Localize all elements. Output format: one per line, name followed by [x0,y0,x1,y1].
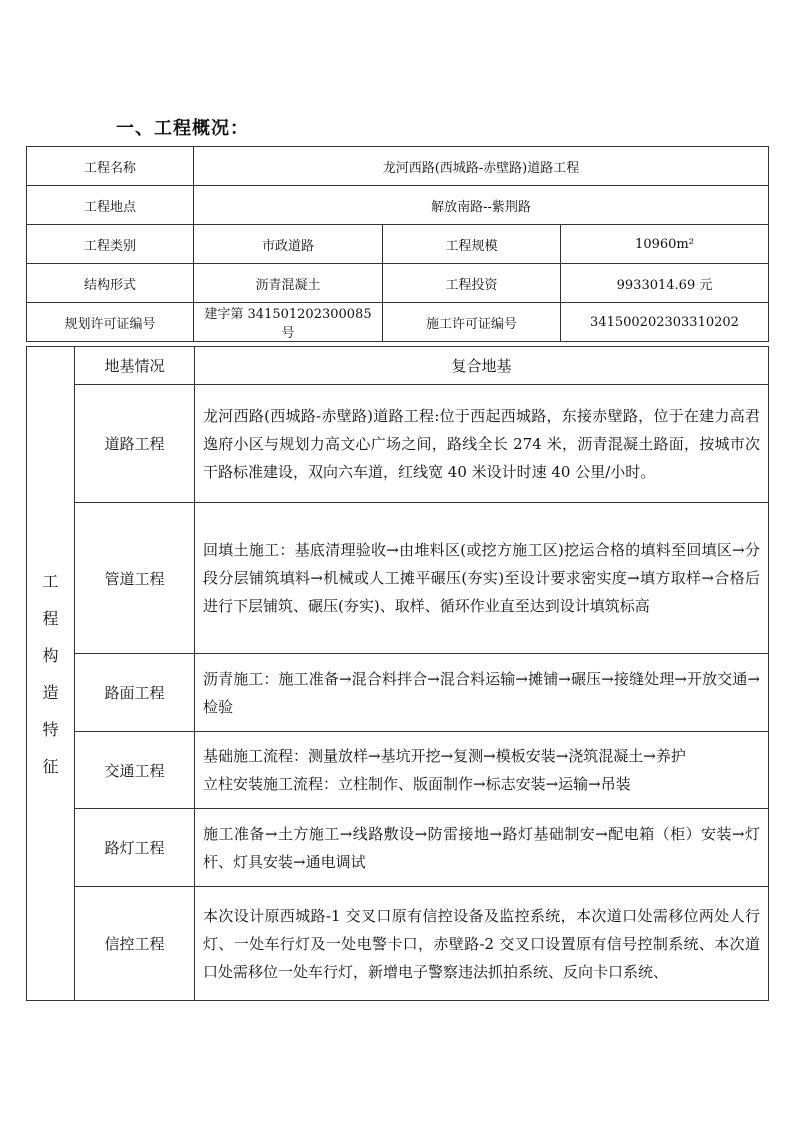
row-signal-works [27,887,769,1001]
row-lighting-works [27,809,769,887]
construction-permit-value: 341500202303310202 [561,303,769,342]
group-char: 工 [42,571,59,591]
foundation-value: 复合地基 [195,347,769,385]
traffic-column-process: 立柱安装施工流程：立柱制作、版面制作→标志安装→运输→吊装 [203,775,631,793]
traffic-works-text [195,732,769,809]
planning-permit-label: 规划许可证编号 [27,303,194,342]
investment-value: 9933014.69 元 [561,264,769,303]
project-category-value: 市政道路 [194,225,383,264]
row-permits [27,303,769,342]
group-char: 程 [42,608,59,628]
project-scale-value: 10960m² [561,225,769,264]
signal-works-text: 本次设计原西城路-1 交叉口原有信控设备及监控系统，本次道口处需移位两处人行灯、一处车行灯及一处电警卡口，赤壁路-2 交叉口设置原有信号控制系统、本次道口处需移位一处车行灯，新增电子警察违法抓拍系统、反向卡口系统、 [195,887,769,1001]
planning-permit-value: 建字第 341501202300085 号 [194,303,383,342]
construction-features-table [26,346,769,1001]
row-project-name [27,147,769,186]
traffic-works-label: 交通工程 [75,732,195,809]
group-char: 征 [42,756,59,776]
investment-label: 工程投资 [383,264,561,303]
pipeline-works-text: 回填土施工：基底清理验收→由堆料区(或挖方施工区)挖运合格的填料至回填区→分段分层铺筑填料→机械或人工摊平碾压(夯实)至设计要求密实度→填方取样→合格后进行下层铺筑、碾压(夯实)、取样、循环作业直至达到设计填筑标高 [195,503,769,654]
project-name-label: 工程名称 [27,147,194,186]
row-project-site [27,186,769,225]
road-works-text: 龙河西路(西城路-赤壁路)道路工程:位于西起西城路，东接赤壁路，位于在建力高君逸府小区与规划力高文心广场之间，路线全长 274 米，沥青混凝土路面，按城市次干路标准建设，双向六车道，红线宽 40 米设计时速 40 公里/小时。 [195,385,769,503]
group-char: 造 [42,682,59,702]
traffic-foundation-process: 基础施工流程：测量放样→基坑开挖→复测→模板安装→浇筑混凝土→养护 [203,747,686,765]
pavement-works-text: 沥青施工：施工准备→混合料拌合→混合料运输→摊铺→碾压→接缝处理→开放交通→检验 [195,654,769,732]
group-char: 构 [42,645,59,665]
row-pipeline-works [27,503,769,654]
road-works-label: 道路工程 [75,385,195,503]
features-group-label [27,347,75,1001]
project-name-value: 龙河西路(西城路-赤壁路)道路工程 [194,147,769,186]
pavement-works-label: 路面工程 [75,654,195,732]
row-structure-investment [27,264,769,303]
project-category-label: 工程类别 [27,225,194,264]
project-site-label: 工程地点 [27,186,194,225]
structure-label: 结构形式 [27,264,194,303]
pipeline-works-label: 管道工程 [75,503,195,654]
project-overview-table [26,146,769,342]
construction-permit-label: 施工许可证编号 [383,303,561,342]
row-traffic-works [27,732,769,809]
row-foundation [27,347,769,385]
project-site-value: 解放南路--紫荆路 [194,186,769,225]
section-heading: 一、工程概况： [116,118,249,139]
structure-value: 沥青混凝土 [194,264,383,303]
foundation-label: 地基情况 [75,347,195,385]
row-pavement-works [27,654,769,732]
row-category-scale [27,225,769,264]
project-scale-label: 工程规模 [383,225,561,264]
row-road-works [27,385,769,503]
group-char: 特 [42,719,59,739]
signal-works-label: 信控工程 [75,887,195,1001]
lighting-works-label: 路灯工程 [75,809,195,887]
lighting-works-text: 施工准备→土方施工→线路敷设→防雷接地→路灯基础制安→配电箱（柜）安装→灯杆、灯具安装→通电调试 [195,809,769,887]
